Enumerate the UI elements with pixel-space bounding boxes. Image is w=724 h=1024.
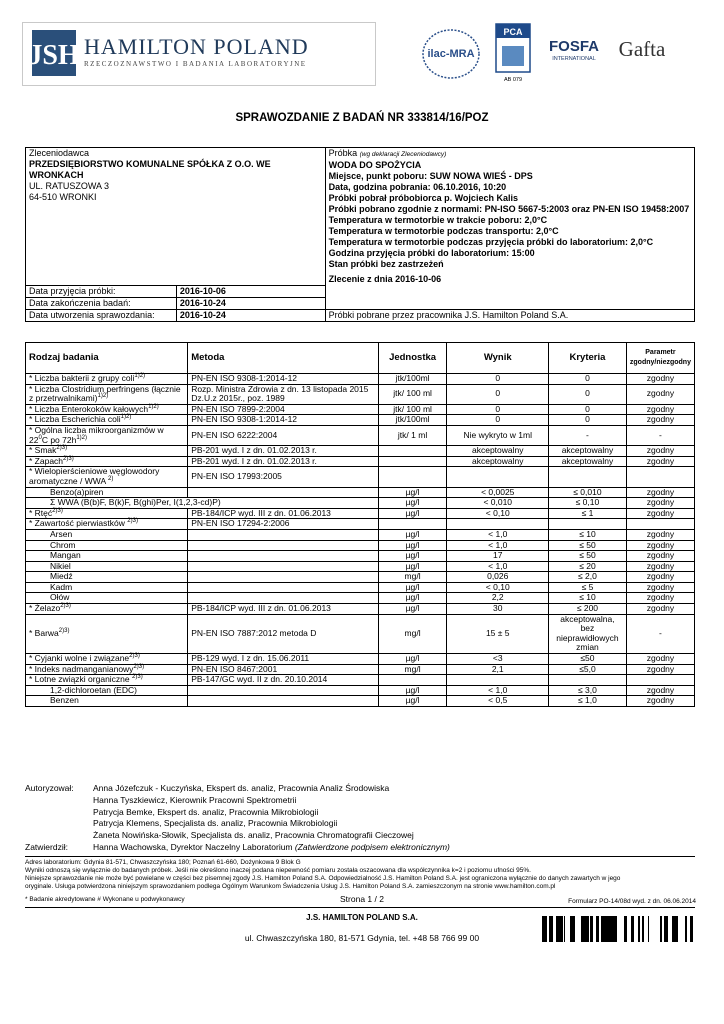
date-label: Data przyjęcia próbki: xyxy=(26,286,177,298)
ilac-logo xyxy=(420,26,482,81)
table-row: Σ WWA (B(b)F, B(k)F, B(ghi)Per, I(1,2,3-cd)P) µg/l < 0,010 ≤ 0,10 zgodny xyxy=(26,498,695,509)
barcode xyxy=(542,916,692,942)
table-row: Benzen µg/l < 0,5 ≤ 1,0 zgodny xyxy=(26,696,695,707)
table-row: * Lotne związki organiczne $^{2)3)}$ PB-147/GC wyd. II z dn. 20.10.2014 xyxy=(26,675,695,686)
sample-line: Temperatura w termotorbie w trakcie poboru: 2,0°C xyxy=(328,215,548,225)
table-row: Mangan µg/l 17 ≤ 50 zgodny xyxy=(26,551,695,562)
sample-line: Temperatura w termotorbie podczas przyjęcia próbki do laboratorium: 2,0°C xyxy=(328,237,654,247)
table-row: * Liczba Enterokoków kałowych$^{1)2)}$ PN-EN ISO 7899-2:2004 jtk/ 100 ml 0 0 zgodny xyxy=(26,404,695,415)
date-value: 2016-10-24 xyxy=(176,310,325,322)
sample-line: Temperatura w termotorbie podczas transportu: 2,0°C xyxy=(328,226,559,236)
sample-line: Godzina przyjęcia próbki do laboratorium: 15:00 xyxy=(328,248,535,258)
authorized-person: Patrycja Bemke, Ekspert ds. analiz, Pracownia Mikrobiologii xyxy=(93,806,319,817)
footer-company: J.S. HAMILTON POLAND S.A. xyxy=(306,913,418,922)
table-row: * Indeks nadmanganianowy$^{2)3)}$ PN-EN ISO 8467:2001 mg/l 2,1 ≤5,0 zgodny xyxy=(26,664,695,675)
table-row: * Liczba Escherichia coli$^{1)2)}$ PN-EN ISO 9308-1:2014-12 jtk/100ml 0 0 zgodny xyxy=(26,415,695,426)
table-row: * Liczba Clostridium perfringens (łącznie z przetrwalnikami)$^{1)2)}$ Rozp. Ministra Zdrowia z dn. 13 listopada 2015 Dz.U.z 2015r., poz. 1989 jtk/ 100 ml 0 0 zgodny xyxy=(26,384,695,404)
client-name: PRZEDSIĘBIORSTWO KOMUNALNE SPÓŁKA Z O.O. WE WRONKACH xyxy=(29,159,271,180)
approved-person: Hanna Wachowska, Dyrektor Naczelny Laboratorium xyxy=(93,841,293,852)
company-subtitle: RZECZOZNAWSTWO I BADANIA LABORATORYJNE xyxy=(84,60,307,68)
table-row: * Wielopierścieniowe węglowodory aromatyczne / WWA $^{2)}$ PN-EN ISO 17993:2005 xyxy=(26,467,695,487)
client-cell xyxy=(26,148,326,286)
gafta-text: Gafta xyxy=(618,37,666,61)
fosfa-sub: INTERNATIONAL xyxy=(552,56,596,62)
company-name: HAMILTON POLAND xyxy=(84,34,309,59)
col-header: Jednostka xyxy=(378,343,447,374)
table-row: Kadm µg/l < 0,10 ≤ 5 zgodny xyxy=(26,582,695,593)
sample-line: Próbki pobrał próbobiorca p. Wojciech Kalis xyxy=(328,193,518,203)
date-label: Data utworzenia sprawozdania: xyxy=(26,310,177,322)
col-header: Metoda xyxy=(188,343,378,374)
lab-address: Adres laboratorium: Gdynia 81-571, Chwaszczyńska 180; Poznań 61-660, Dożynkowa 9 Blok G xyxy=(25,859,301,866)
table-row: Benzo(a)piren µg/l < 0,0025 ≤ 0,010 zgodny xyxy=(26,487,695,498)
client-city: 64-510 WRONKI xyxy=(29,192,97,202)
col-header: Wynik xyxy=(447,343,549,374)
collected-by: Próbki pobrane przez pracownika J.S. Hamilton Poland S.A. xyxy=(325,310,694,322)
sample-cell xyxy=(325,148,694,310)
table-row: Chrom µg/l < 1,0 ≤ 50 zgodny xyxy=(26,540,695,551)
footer-note: Wyniki odnoszą się wyłącznie do badanych próbek. Jeśli nie określono inaczej podana niepewność pomiaru została oszacowana dla współczynnika k=2 i poziomu ufności 95%. xyxy=(25,867,531,874)
ilac-text: ilac-MRA xyxy=(427,48,475,60)
order-date: Zlecenie z dnia 2016-10-06 xyxy=(328,274,442,284)
sample-line: Stan próbki bez zastrzeżeń xyxy=(328,259,444,269)
form-id: Formularz PO-14/08d wyd. z dn. 06.06.2014 xyxy=(568,898,696,905)
authorized-person: Żaneta Nowińska-Słowik, Specjalista ds. analiz, Pracownia Chromatografii Cieczowej xyxy=(93,830,414,841)
approved-note: (Zatwierdzone podpisem elektronicznym) xyxy=(294,841,450,852)
authorized-list xyxy=(93,783,450,854)
footer-address: ul. Chwaszczyńska 180, 81-571 Gdynia, tel. +48 58 766 99 00 xyxy=(244,933,480,943)
divider xyxy=(25,856,695,857)
pca-code: AB 079 xyxy=(503,77,523,83)
sample-info-table xyxy=(25,147,695,322)
col-header: Kryteria xyxy=(549,343,627,374)
table-row: 1,2-dichloroetan (EDC) µg/l < 1,0 ≤ 3,0 zgodny xyxy=(26,685,695,696)
sample-line: Data, godzina pobrania: 06.10.2016, 10:20 xyxy=(328,182,507,192)
authorized-person: Anna Józefczuk - Kuczyńska, Ekspert ds. analiz, Pracownia Analiz Środowiska xyxy=(93,783,390,793)
gafta-logo xyxy=(612,30,672,66)
authorized-person: Patrycja Klemens, Specjalista ds. analiz, Pracownia Mikrobiologii xyxy=(93,818,338,829)
table-row: * Ogólna liczba mikroorganizmów w $22^0C$ po $72h^{1)2)}$ PN-EN ISO 6222:2004 jtk/ 1 ml Nie wykryto w 1ml - - xyxy=(26,425,695,445)
table-row: Ołów µg/l 2,2 ≤ 10 zgodny xyxy=(26,593,695,604)
authorized-label: Autoryzował: xyxy=(25,783,74,793)
footer-note: Niniejsze sprawozdanie nie może być powielane w części bez pisemnej zgody J.S. Hamilton Poland S.A. Odpowiedzialność J.S. Hamilton Poland S.A. jest ograniczona wyłącznie do danych zawartych w jego xyxy=(25,875,621,882)
approved-label: Zatwierdził: xyxy=(25,842,68,852)
date-value: 2016-10-06 xyxy=(176,286,325,298)
footer-note: oryginale. Usługa potwierdzona niniejszym sprawozdaniem podlega Ogólnym Warunkom Świadczenia Usług J.S. Hamilton Poland S.A. zamieszczonym na stronie www.hamilton.com.pl xyxy=(25,883,556,890)
sample-line: Próbki pobrano zgodnie z normami: PN-ISO 5667-5:2003 oraz PN-EN ISO 19458:2007 xyxy=(328,204,690,214)
table-row: * Cyjanki wolne i związane$^{2)3)}$ PB-129 wyd. I z dn. 15.06.2011 µg/l <3 ≤50 zgodny xyxy=(26,654,695,665)
page-number: Strona 1 / 2 xyxy=(340,894,384,904)
svg-text:JSH: JSH xyxy=(28,40,80,71)
col-header: Parametr zgodny/niezgodny xyxy=(626,343,694,374)
date-value: 2016-10-24 xyxy=(176,298,325,310)
table-row: * Zapach$^{2)3)}$ PB-201 wyd. I z dn. 01.02.2013 r. akceptowalny akceptowalny zgodny xyxy=(26,456,695,467)
legend: * Badanie akredytowane # Wykonane u podwykonawcy xyxy=(25,896,185,903)
sample-line: WODA DO SPOŻYCIA xyxy=(328,160,422,170)
report-title: SPRAWOZDANIE Z BADAŃ NR 333814/16/POZ xyxy=(235,112,489,124)
table-row: * Smak$^{2)3)}$ PB-201 wyd. I z dn. 01.02.2013 r. akceptowalny akceptowalny zgodny xyxy=(26,446,695,457)
jsh-monogram-icon xyxy=(28,30,80,76)
footer-notes xyxy=(25,867,705,891)
fosfa-logo xyxy=(544,36,604,66)
sample-label: Próbka xyxy=(328,148,358,158)
table-row: * Barwa$^{2)3)}$ PN-EN ISO 7887:2012 metoda D mg/l 15 ± 5 akceptowalna, bez nieprawidłowych zmian - xyxy=(26,614,695,653)
table-row: * Zawartość pierwiastków $^{2)3)}$ PN-EN ISO 17294-2:2006 xyxy=(26,519,695,530)
client-label: Zleceniodawca xyxy=(29,148,90,158)
date-label: Data zakończenia badań: xyxy=(26,298,177,310)
table-row: * Liczba bakterii z grupy coli$^{1)2)}$ PN-EN ISO 9308-1:2014-12 jtk/100ml 0 0 zgodny xyxy=(26,374,695,385)
pca-text: PCA xyxy=(503,27,523,37)
sample-line: Miejsce, punkt poboru: SUW NOWA WIEŚ - DPS xyxy=(328,171,533,181)
table-row: * Żelazo$^{2)3)}$ PB-184/ICP wyd. III z dn. 01.06.2013 µg/l 30 ≤ 200 zgodny xyxy=(26,604,695,615)
sample-label-note: (wg deklaracji Zleceniodawcy) xyxy=(359,151,447,158)
table-row: Arsen µg/l < 1,0 ≤ 10 zgodny xyxy=(26,529,695,540)
table-row: Miedź mg/l 0,026 ≤ 2,0 zgodny xyxy=(26,572,695,583)
fosfa-text: FOSFA xyxy=(548,38,600,55)
col-header: Rodzaj badania xyxy=(26,343,188,374)
client-street: UL. RATUSZOWA 3 xyxy=(29,181,110,191)
table-row: * Rtęć$^{2)3)}$ PB-184/ICP wyd. III z dn. 01.06.2013 µg/l < 0,10 ≤ 1 zgodny xyxy=(26,508,695,519)
authorized-person: Hanna Tyszkiewicz, Kierownik Pracowni Spektrometrii xyxy=(93,794,297,805)
divider xyxy=(25,907,695,908)
pca-logo xyxy=(494,22,532,84)
table-row: Nikiel µg/l < 1,0 ≤ 20 zgodny xyxy=(26,561,695,572)
results-table xyxy=(25,342,695,707)
